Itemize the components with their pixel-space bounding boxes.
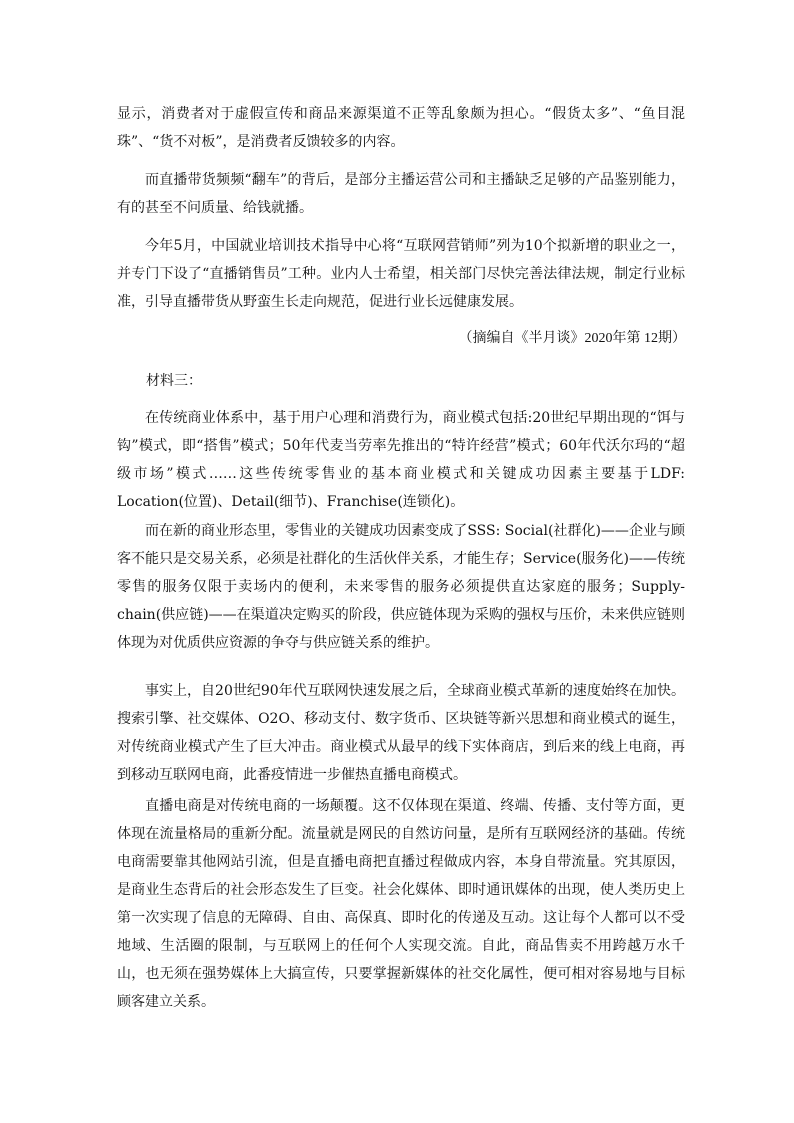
paragraph: 而直播带货频频“翻车”的背后，是部分主播运营公司和主播缺乏足够的产品鉴别能力，有的甚至不问质量、给钱就播。 [117,172,685,216]
source-citation: （摘编自《半月谈》2020年第 12期） [458,331,686,346]
paragraph: 直播电商是对传统电商的一场颠覆。这不仅体现在渠道、终端、传播、支付等方面，更体现在流量格局的重新分配。流量就是网民的自然访问量，是所有互联网经济的基础。传统电商需要靠其他网站引流，但是直播电商把直播过程做成内容，本身自带流量。究其原因，是商业生态背后的社会形态发生了巨变。社会化媒体、即时通讯媒体的出现，使人类历史上第一次实现了信息的无障碍、自由、高保真、即时化的传递及互动。这让每个人都可以不受地域、生活圈的限制，与互联网上的任何个人实现交流。自此，商品售卖不用跨越万水千山，也无须在强势媒体上大搞宣传，只要掌握新媒体的社交化属性，便可相对容易地与目标顾客建立关系。 [117,798,685,1010]
paragraph-continued: 显示，消费者对于虚假宣传和商品来源渠道不正等乱象颇为担心。“假货太多”、“鱼目混珠”、“货不对板”，是消费者反馈较多的内容。 [117,106,685,150]
paragraph: 今年5月，中国就业培训技术指导中心将“互联网营销师”列为10个拟新增的职业之一，并专门下设了“直播销售员”工种。业内人士希望，相关部门尽快完善法律法规，制定行业标准，引导直播带货从野蛮生长走向规范，促进行业长远健康发展。 [117,238,685,310]
section-label: 材料三： [146,373,202,389]
paragraph: 在传统商业体系中，基于用户心理和消费行为，商业模式包括:20世纪早期出现的“饵与钩”模式，即“搭售”模式；50年代麦当劳率先推出的“特许经营”模式；60年代沃尔玛的“超级市场”模式……这些传统零售业的基本商业模式和关键成功因素主要基于LDF: Location(位置)、Detail(细节)、Franchise(连锁化)。 [117,410,685,510]
paragraph: 事实上，自20世纪90年代互联网快速发展之后，全球商业模式革新的速度始终在加快。搜索引擎、社交媒体、O2O、移动支付、数字货币、区块链等新兴思想和商业模式的诞生，对传统商业模式产生了巨大冲击。商业模式从最早的线下实体商店，到后来的线上电商，再到移动互联网电商，此番疫情进一步催热直播电商模式。 [117,683,685,783]
paragraph: 而在新的商业形态里，零售业的关键成功因素变成了SSS: Social(社群化)——企业与顾客不能只是交易关系，必须是社群化的生活伙伴关系，才能生存；Service(服务化)——传统零售的服务仅限于卖场内的便利，未来零售的服务必须提供直达家庭的服务；Supply-chain(供应链)——在渠道决定购买的阶段，供应链体现为采购的强权与压价，未来供应链则体现为对优质供应资源的争夺与供应链关系的维护。 [117,523,686,651]
